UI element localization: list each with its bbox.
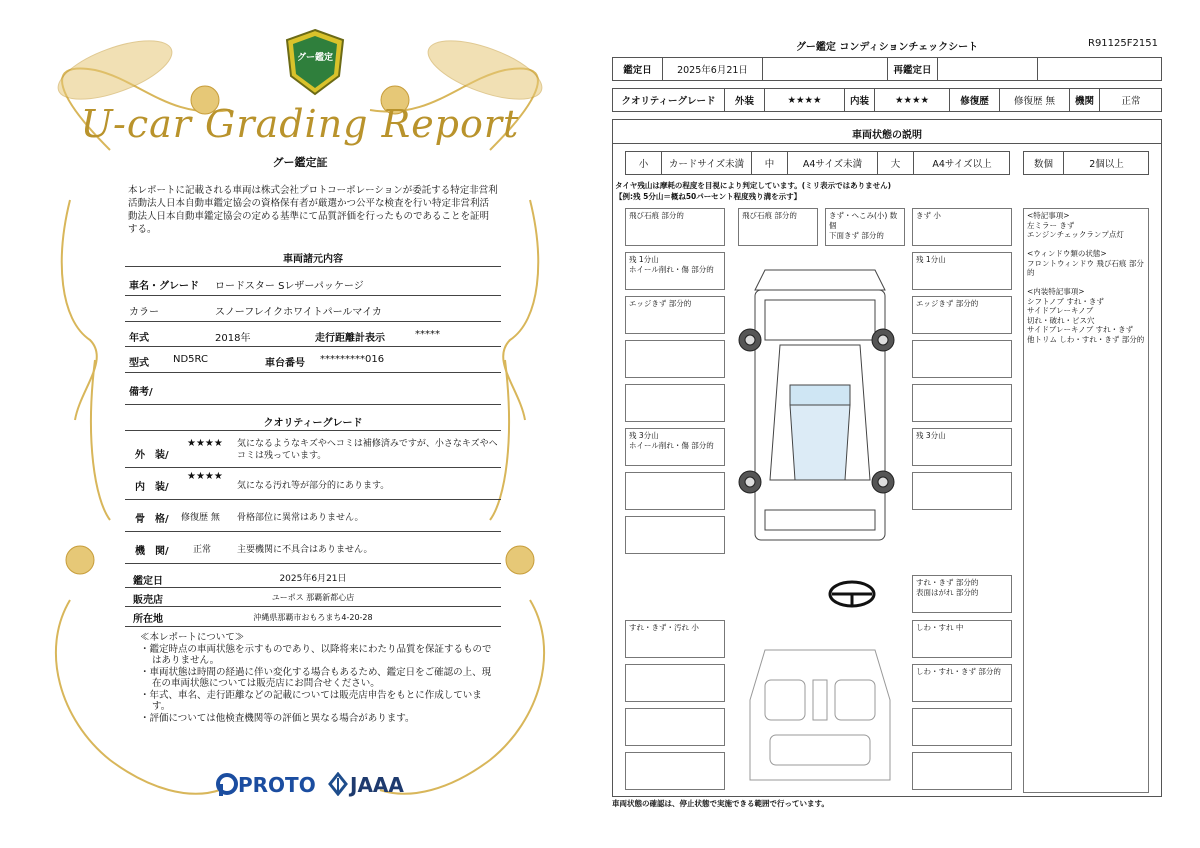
chassis-label: 車台番号: [265, 358, 305, 369]
note-tire-fr: 残 1分山: [912, 252, 1012, 290]
tire-note: タイヤ残山は摩耗の程度を目視により判定しています。(ミリ表示ではありません): [615, 181, 892, 190]
note-blank: [625, 472, 725, 510]
grade-row: [612, 88, 1162, 112]
steering-wheel-icon: [828, 580, 876, 608]
note-front-center: 飛び石痕 部分的: [738, 208, 818, 246]
sheet-code: R91125F2151: [1088, 38, 1158, 49]
spec-row-model: [125, 270, 501, 296]
divider: [125, 430, 501, 431]
car-interior-diagram-icon: [745, 640, 895, 790]
address-label: 所在地: [133, 614, 163, 625]
size-large: 大: [878, 152, 914, 174]
report-title: U-car Grading Report: [80, 102, 520, 146]
note-tire-rr: 残 3分山: [912, 428, 1012, 466]
note-item: ・車両状態は時間の経過に伴い変化する場合もあるため、鑑定日をご確認の上、現在の車両状態については販売店にお問合せください。: [140, 666, 492, 689]
note-front-right: きず 小: [912, 208, 1012, 246]
note-seat-right: しわ・すれ 中: [912, 620, 1012, 658]
notes-heading: ≪本レポートについて≫: [140, 632, 245, 643]
repair-label: 修復歴: [950, 89, 1000, 111]
size-mid: 中: [752, 152, 788, 174]
engine-value: 正常: [1121, 96, 1141, 107]
note-blank: [625, 752, 725, 790]
frame-value: 修復歴 無: [181, 513, 220, 523]
interior-label: 内 装/: [135, 482, 169, 493]
grade-row-interior: [125, 468, 501, 500]
info-row-date: [125, 568, 501, 588]
note-steering: すれ・きず 部分的 表面はがれ 部分的: [912, 575, 1012, 613]
sheet-title: グー鑑定 コンディションチェックシート: [795, 42, 979, 53]
date-label: 鑑定日: [133, 576, 163, 587]
mileage-value: *****: [415, 329, 440, 340]
note-blank: [912, 708, 1012, 746]
note-tire-rl: 残 3分山 ホイール削れ・傷 部分的: [625, 428, 725, 466]
shop-value: ユーポス 那覇新都心店: [271, 593, 355, 602]
size-small: 小: [626, 152, 662, 174]
chassis-value: *********016: [320, 354, 385, 365]
state-heading: 車両状態の説明: [852, 130, 922, 141]
year-value: 2018年: [215, 333, 251, 344]
spec-heading: 車両諸元内容: [283, 254, 343, 265]
date-row: [612, 57, 1162, 81]
spec-row-color: [125, 296, 501, 322]
divider: [125, 266, 501, 267]
int-stars: ★★★★: [875, 89, 950, 111]
date-value: 2025年6月21日: [279, 574, 347, 584]
certificate-subtitle: グー鑑定証: [272, 156, 328, 169]
engine-label: 機関: [1070, 89, 1100, 111]
date-value: 2025年6月21日: [663, 58, 763, 80]
jaaa-logo-icon: [328, 772, 348, 796]
year-label: 年式: [129, 333, 149, 344]
exterior-stars: ★★★★: [187, 438, 223, 449]
proto-logo-icon: [216, 772, 238, 796]
spec-row-type: [125, 347, 501, 373]
type-label: 型式: [129, 358, 149, 369]
ext-label: 外装: [725, 89, 765, 111]
note-blank: [912, 472, 1012, 510]
date-label: 鑑定日: [613, 58, 663, 80]
special-notes: <特記事項> 左ミラー きず エンジンチェックランプ点灯 <ウィンドウ類の状態> フロントウィンドウ 飛び石痕 部分的 <内装特記事項> シフトノブ すれ・きず サイドブレーキノブ 切れ・破れ・ビス穴 サイドブレーキノブ すれ・きず 他トリム しわ・すれ・きず 部分的: [1023, 208, 1149, 793]
note-item: ・年式、車名、走行距離などの記載については販売店申告をもとに作成しています。: [140, 689, 482, 712]
engine-value: 正常: [193, 545, 212, 555]
info-row-address: [125, 607, 501, 627]
interior-stars: ★★★★: [187, 471, 223, 482]
note-blank: [912, 340, 1012, 378]
grade-label: クオリティーグレード: [613, 89, 725, 111]
info-row-shop: [125, 588, 501, 607]
note-seat-left: すれ・きず・汚れ 小: [625, 620, 725, 658]
note-blank: [625, 516, 725, 554]
note-tire-fl: 残 1分山 ホイール削れ・傷 部分的: [625, 252, 725, 290]
size-small-val: カードサイズ未満: [662, 152, 752, 174]
date-blank: [763, 58, 888, 80]
address-value: 沖縄県那覇市おもろまち4-20-28: [253, 613, 373, 622]
grade-row-frame: [125, 500, 501, 532]
reinspect-value: [938, 58, 1038, 80]
remarks-label: 備考/: [129, 387, 153, 398]
repair-value: 修復歴 無: [1000, 89, 1070, 111]
count-label: 数個: [1024, 152, 1064, 174]
interior-text: 気になる汚れ等が部分的にあります。: [237, 481, 390, 491]
grade-row-engine: [125, 532, 501, 564]
frame-label: 骨 格/: [135, 514, 169, 525]
note-front-left: 飛び石痕 部分的: [625, 208, 725, 246]
count-legend: [1023, 151, 1149, 175]
model-value: ロードスター Sレザーパッケージ: [215, 281, 364, 292]
note-item: ・評価については他検査機関等の評価と異なる場合があります。: [140, 712, 415, 724]
note-edge-left: エッジきず 部分的: [625, 296, 725, 334]
size-large-val: A4サイズ以上: [932, 159, 992, 170]
grade-row-exterior: [125, 434, 501, 468]
note-blank: [625, 664, 725, 702]
jaaa-logo: JAAA: [350, 773, 404, 797]
note-edge-right: エッジきず 部分的: [912, 296, 1012, 334]
proto-logo: PROTO: [238, 773, 316, 797]
color-value: スノーフレイクホワイトパールマイカ: [215, 307, 382, 318]
note-blank: [912, 752, 1012, 790]
note-front-bumper: きず・へこみ(小) 数個 下面きず 部分的: [825, 208, 905, 246]
badge-label: グー鑑定: [296, 53, 333, 63]
certificate-statement: 本レポートに記載される車両は株式会社プロトコーポレーションが委託する特定非営利活動法人日本自動車鑑定協会の資格保有者が厳選かつ公平な検査を行い特定非営利活動法人日本自動車鑑定協会の定める基準にて品質評価を行ったものであることを証明する。: [128, 185, 498, 235]
quality-heading: クオリティーグレード: [263, 418, 363, 429]
note-blank: [625, 384, 725, 422]
model-label: 車名・グレード: [129, 281, 199, 292]
exterior-text: 気になるようなキズやヘコミは補修済みですが、小さなキズやヘコミは残っています。: [237, 439, 498, 461]
reinspect-label: 再鑑定日: [888, 58, 938, 80]
spec-row-remarks: [125, 373, 501, 405]
spec-row-year: [125, 322, 501, 347]
note-seat-right-2: しわ・すれ・きず 部分的: [912, 664, 1012, 702]
type-value: ND5RC: [173, 354, 208, 365]
divider: [612, 143, 1162, 144]
note-blank: [912, 384, 1012, 422]
frame-text: 骨格部位に異常はありません。: [237, 513, 364, 523]
engine-text: 主要機関に不具合はありません。: [237, 545, 373, 555]
mileage-label: 走行距離計表示: [315, 333, 385, 344]
shop-label: 販売店: [133, 595, 163, 606]
count-val: 2個以上: [1089, 159, 1124, 170]
size-legend: [625, 151, 1010, 175]
car-exterior-diagram-icon: [735, 250, 905, 550]
ext-stars: ★★★★: [765, 89, 845, 111]
color-label: カラー: [129, 307, 159, 318]
exterior-label: 外 装/: [135, 450, 169, 461]
note-item: ・鑑定時点の車両状態を示すものであり、以降将来にわたり品質を保証するものではありません。: [140, 643, 492, 666]
size-mid-val: A4サイズ未満: [788, 152, 878, 174]
tire-example: 【例:残 5分山＝概ね50パーセント程度残り溝を示す】: [615, 192, 802, 201]
note-blank: [625, 340, 725, 378]
report-notes: [140, 632, 500, 724]
engine-label: 機 関/: [135, 546, 169, 557]
int-label: 内装: [845, 89, 875, 111]
note-blank: [625, 708, 725, 746]
sheet-footer: 車両状態の確認は、停止状態で実施できる範囲で行っています。: [612, 799, 829, 808]
